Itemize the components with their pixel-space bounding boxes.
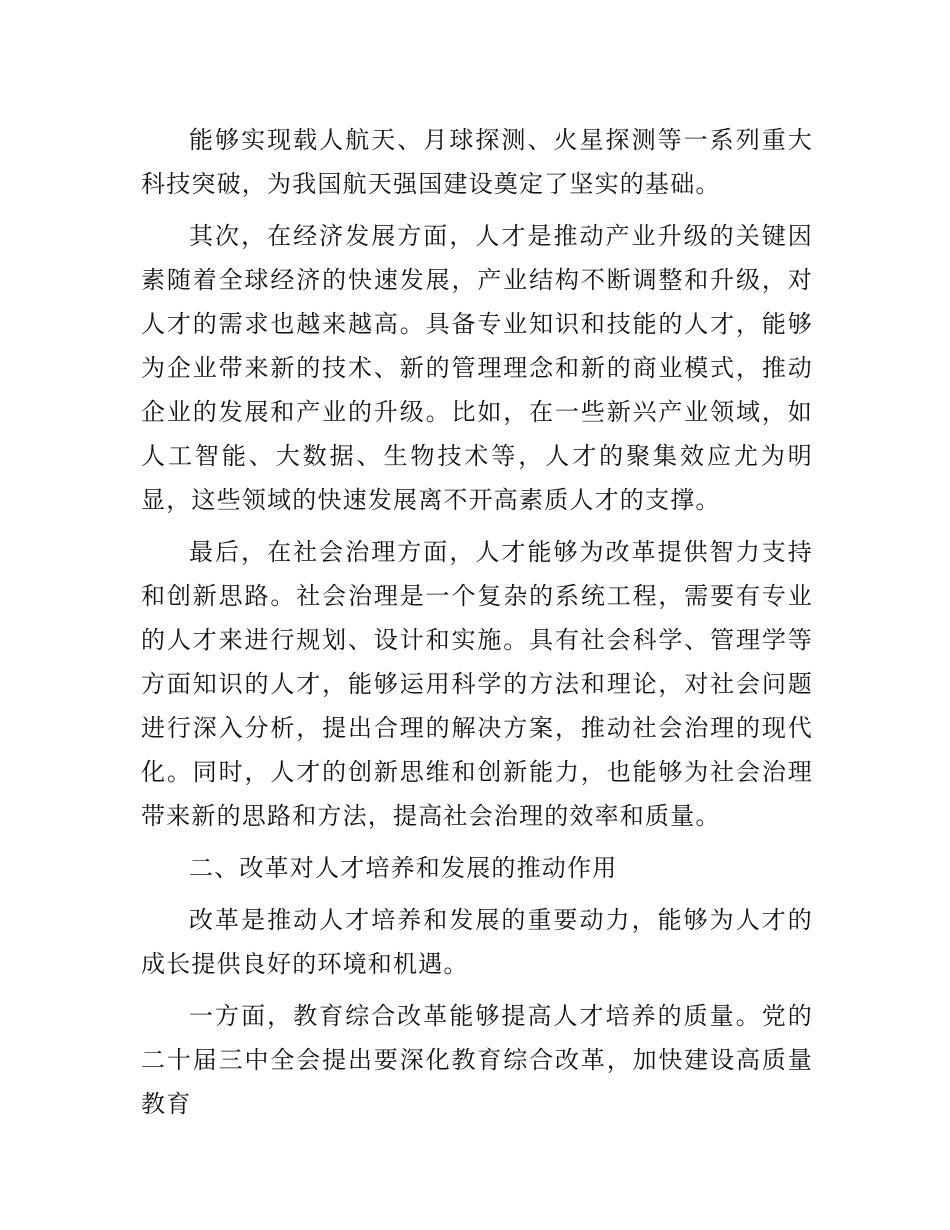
paragraph-economic-development: 其次，在经济发展方面，人才是推动产业升级的关键因素随着全球经济的快速发展，产业结构不断调整和升级，对人才的需求也越来越高。具备专业知识和技能的人才，能够为企业带来新的技术、新的管理理念和新的商业模式，推动企业的发展和产业的升级。比如，在一些新兴产业领域，如人工智能、大数据、生物技术等，人才的聚集效应尤为明显，这些领域的快速发展离不开高素质人才的支撑。 bbox=[141, 222, 813, 514]
section-heading: 二、改革对人才培养和发展的推动作用 bbox=[189, 854, 618, 882]
paragraph-social-governance: 最后，在社会治理方面，人才能够为改革提供智力支持和创新思路。社会治理是一个复杂的系统工程，需要有专业的人才来进行规划、设计和实施。具有社会科学、管理学等方面知识的人才，能够运用科学的方法和理论，对社会问题进行深入分析，提出合理的解决方案，推动社会治理的现代化。同时，人才的创新思维和创新能力，也能够为社会治理带来新的思路和方法，提高社会治理的效率和质量。 bbox=[141, 538, 813, 830]
paragraph-education-reform: 一方面，教育综合改革能够提高人才培养的质量。党的二十届三中全会提出要深化教育综合改革，加快建设高质量教育 bbox=[141, 1002, 813, 1118]
paragraph-aerospace-continuation: 能够实现载人航天、月球探测、火星探测等一系列重大科技突破，为我国航天强国建设奠定了坚实的基础。 bbox=[141, 126, 813, 198]
paragraph-reform-driver: 改革是推动人才培养和发展的重要动力，能够为人才的成长提供良好的环境和机遇。 bbox=[141, 906, 813, 978]
document-page bbox=[141, 118, 813, 1134]
